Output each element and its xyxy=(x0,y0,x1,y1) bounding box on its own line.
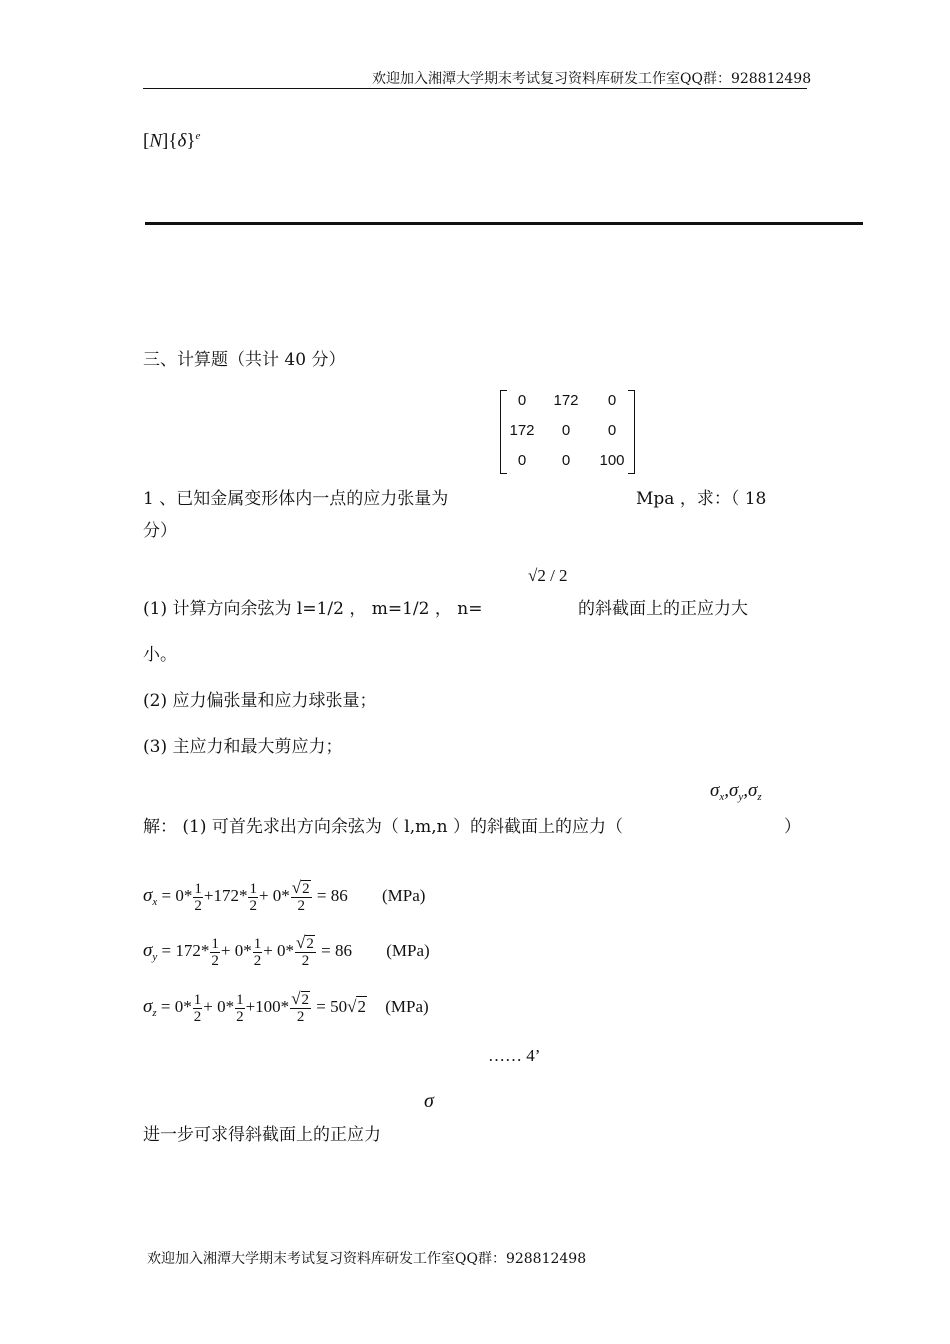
sigma-symbol: σ xyxy=(748,780,758,801)
matrix-cell: 172 xyxy=(553,392,579,409)
equation-sigma-x xyxy=(143,880,425,914)
term: + 0* xyxy=(203,996,235,1016)
question-3: (3) 主应力和最大剪应力； xyxy=(143,737,343,757)
subscript-x: x xyxy=(719,791,725,803)
superscript-e: e xyxy=(195,130,201,142)
n-value: √2 / 2 xyxy=(528,566,568,585)
matrix-cell: 100 xyxy=(599,452,625,469)
sigma-symbol: σ xyxy=(729,780,739,801)
result: = 86 xyxy=(321,940,352,960)
subscript-z: z xyxy=(757,791,762,803)
question-2: (2) 应力偏张量和应力球张量； xyxy=(143,691,377,711)
fraction-sqrt2-over-2: $\frac{√2}{2}$ xyxy=(291,878,310,914)
matrix-cell: 0 xyxy=(517,452,527,469)
sigma-symbol: σ xyxy=(710,780,720,801)
header-rule xyxy=(143,88,807,89)
result: = 86 xyxy=(316,885,348,905)
page-footer: 欢迎加入湘潭大学期末考试复习资料库研发工作室QQ群：928812498 xyxy=(147,1251,587,1267)
subscript: y xyxy=(152,950,158,963)
solution-label: 解： (1) 可首先求出方向余弦为（ l,m,n ）的斜截面上的应力（ xyxy=(143,817,624,837)
fraction-sqrt2-over-2: $\frac{√2}{2}$ xyxy=(296,933,314,969)
subscript-y: y xyxy=(738,791,744,803)
section-divider xyxy=(145,222,863,225)
term: + 0* xyxy=(263,940,295,960)
question-1-end: 小。 xyxy=(143,645,177,665)
unit: (MPa) xyxy=(386,940,430,960)
bracket-mid: ]{ xyxy=(162,130,178,152)
sigma-symbol: σ xyxy=(143,939,153,961)
term: +172* xyxy=(203,885,248,905)
matrix-cell: 172 xyxy=(509,422,535,439)
section-title: 三、计算题（共计 40 分） xyxy=(143,350,346,370)
term: = 0* xyxy=(160,996,192,1016)
score-mark: …… 4’ xyxy=(488,1046,541,1065)
sigma-normal-symbol: σ xyxy=(424,1090,434,1112)
symbol-delta: δ xyxy=(177,130,187,152)
matrix-cell: 0 xyxy=(561,452,571,469)
matrix-cell: 0 xyxy=(561,422,571,439)
brace-close: } xyxy=(186,130,196,152)
matrix-cell: 0 xyxy=(517,392,527,409)
problem1-points-cont: 分） xyxy=(143,521,177,541)
separator: , xyxy=(724,780,730,801)
question-1: (1) 计算方向余弦为 l=1/2 ， m=1/2 ， n= xyxy=(143,599,483,619)
separator: , xyxy=(743,780,749,801)
question-1-cont: 的斜截面上的正应力大 xyxy=(578,599,748,619)
term: + 0* xyxy=(220,940,252,960)
fraction-half: $\frac{1}{2}$ xyxy=(194,880,202,914)
unit: (MPa) xyxy=(381,885,426,905)
unit: (MPa) xyxy=(385,996,429,1016)
fraction-half: $\frac{1}{2}$ xyxy=(253,935,262,969)
sigma-symbol: σ xyxy=(143,995,153,1017)
fraction-sqrt2-over-2: $\frac{√2}{2}$ xyxy=(291,989,310,1025)
problem1-intro: 1 、已知金属变形体内一点的应力张量为 xyxy=(143,489,449,509)
stress-tensor-matrix xyxy=(500,390,635,474)
page-header: 欢迎加入湘潭大学期末考试复习资料库研发工作室QQ群：928812498 xyxy=(372,71,812,87)
equation-sigma-z xyxy=(143,991,429,1025)
symbol-n: N xyxy=(149,130,163,152)
equation-sigma-y xyxy=(143,935,430,969)
sigma-symbol: σ xyxy=(143,884,153,906)
fraction-half: $\frac{1}{2}$ xyxy=(211,935,219,969)
term: +100* xyxy=(245,996,290,1016)
fraction-half: $\frac{1}{2}$ xyxy=(236,991,244,1025)
next-step-text: 进一步可求得斜截面上的正应力 xyxy=(143,1125,381,1145)
term: + 0* xyxy=(258,885,290,905)
sigma-components xyxy=(710,780,762,802)
matrix-cell: 0 xyxy=(607,422,617,439)
matrix-cell: 0 xyxy=(607,392,617,409)
solution-close-paren: ） xyxy=(784,817,801,837)
shape-function-formula xyxy=(143,130,200,152)
term: = 0* xyxy=(161,885,193,905)
problem1-unit: Mpa ，求：（ 18 xyxy=(636,489,767,509)
bracket-open: [ xyxy=(143,130,150,152)
sqrt-two: √2 xyxy=(347,996,366,1016)
subscript: z xyxy=(152,1006,157,1019)
subscript: x xyxy=(152,895,158,908)
term: = 172* xyxy=(161,940,210,960)
result: = 50 xyxy=(316,996,348,1016)
fraction-half: $\frac{1}{2}$ xyxy=(249,880,257,914)
fraction-half: $\frac{1}{2}$ xyxy=(193,991,202,1025)
